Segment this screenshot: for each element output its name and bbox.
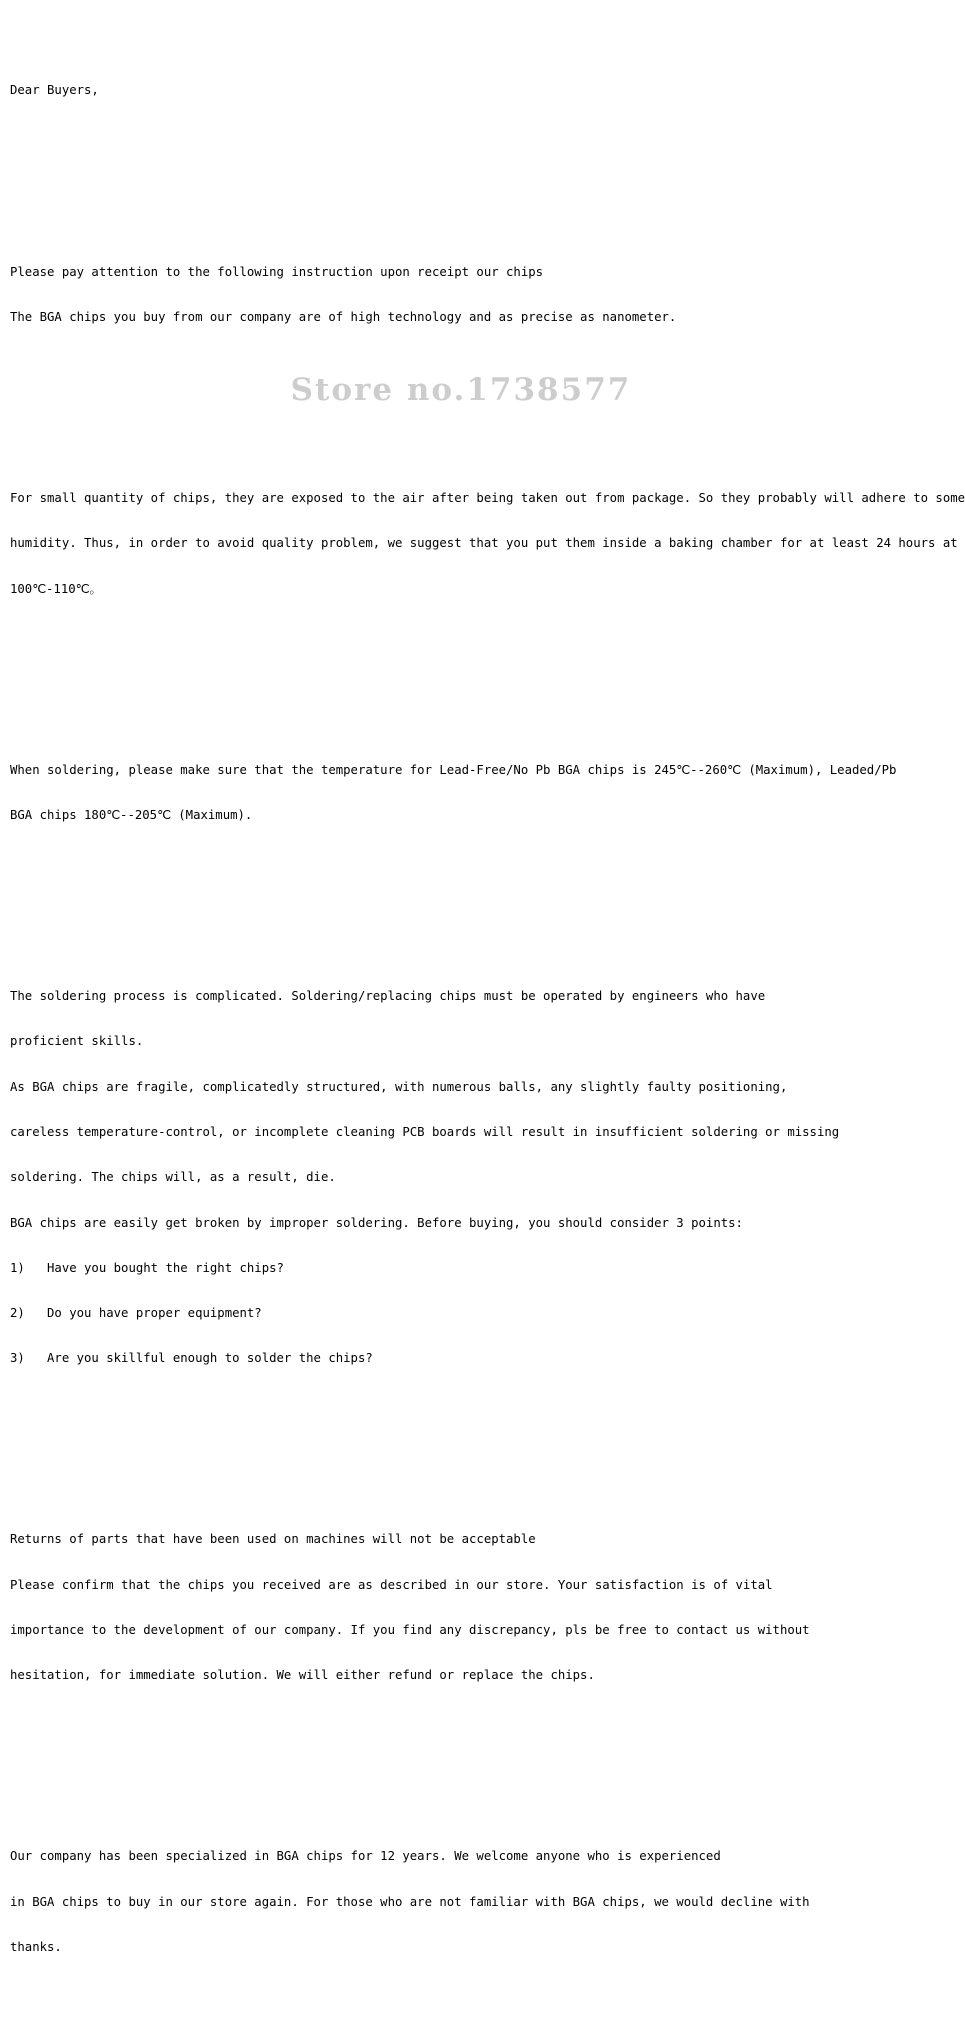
salutation-line: Dear Buyers, (10, 83, 99, 98)
spacer (10, 899, 912, 914)
paragraph-soldering-process (10, 959, 912, 1397)
paragraph-line: Our company has been specialized in BGA chips for 12 years. We welcome anyone who is experienced (10, 1849, 721, 1864)
paragraph-line: As BGA chips are fragile, complicatedly structured, with numerous balls, any slightly faulty positioning, (10, 1079, 788, 1094)
paragraph-line: For small quantity of chips, they are exposed to the air after being taken out from package. So they probably will adhere to some (10, 491, 965, 505)
paragraph-company-experience (10, 1819, 912, 1985)
spacer (10, 1759, 912, 1774)
spacer (10, 1442, 912, 1457)
paragraph-humidity (10, 461, 965, 627)
paragraph-line: Please confirm that the chips you received are as described in our store. Your satisfaction is of vital (10, 1577, 773, 1592)
paragraph-line: 100℃-110℃。 (10, 581, 102, 596)
paragraph-line: When soldering, please make sure that the temperature for Lead-Free/No Pb BGA chips is 245℃--260℃ (Maximum), Leaded/Pb (10, 762, 897, 777)
paragraph-line: Returns of parts that have been used on machines will not be acceptable (10, 1532, 536, 1547)
paragraph-line: humidity. Thus, in order to avoid quality problem, we suggest that you put them inside a baking chamber for at least 24 hours at (10, 536, 958, 551)
paragraph-line: BGA chips 180℃--205℃ (Maximum). (10, 807, 253, 822)
paragraph-line: The soldering process is complicated. Soldering/replacing chips must be operated by engineers who have (10, 989, 766, 1004)
paragraph-line: thanks. (10, 1940, 62, 1954)
paragraph-attention (10, 234, 912, 355)
store-watermark-text: Store no.1738577 (290, 372, 632, 408)
paragraph-line: careless temperature-control, or incomplete cleaning PCB boards will result in insufficient soldering or missing (10, 1124, 840, 1139)
paragraph-line: in BGA chips to buy in our store again. For those who are not familiar with BGA chips, we would decline with (10, 1894, 810, 1909)
paragraph-soldering-temperature (10, 733, 912, 854)
paragraph-line: importance to the development of our company. If you find any discrepancy, pls be free to contact us without (10, 1623, 810, 1638)
paragraph-line: hesitation, for immediate solution. We will either refund or replace the chips. (10, 1668, 595, 1683)
list-item: 1) Have you bought the right chips? (10, 1260, 284, 1275)
paragraph-line: BGA chips are easily get broken by improper soldering. Before buying, you should consider 3 points: (10, 1215, 743, 1230)
paragraph-returns-policy (10, 1502, 912, 1713)
paragraph-line: soldering. The chips will, as a result, die. (10, 1170, 336, 1185)
spacer (10, 400, 912, 415)
salutation (10, 53, 912, 128)
paragraph-line: Please pay attention to the following instruction upon receipt our chips (10, 264, 544, 279)
bottom-whitespace-bar (0, 458, 922, 474)
instruction-document (10, 8, 965, 2031)
paragraph-line: proficient skills. (10, 1034, 144, 1049)
list-item: 3) Are you skillful enough to solder the chips? (10, 1351, 373, 1366)
spacer (10, 174, 912, 189)
list-item: 2) Do you have proper equipment? (10, 1306, 262, 1321)
spacer (10, 672, 912, 687)
paragraph-line: The BGA chips you buy from our company are of high technology and as precise as nanometer. (10, 309, 677, 324)
